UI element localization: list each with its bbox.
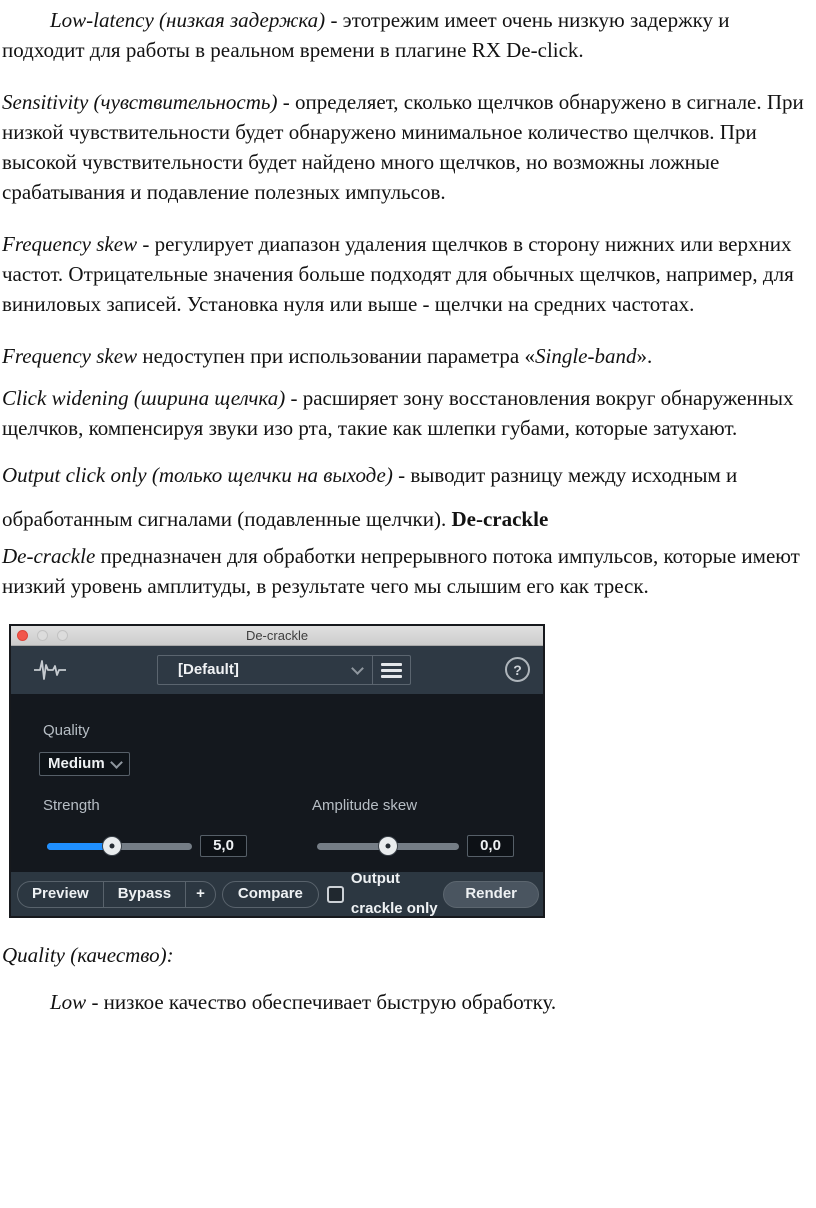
add-button[interactable]: +	[196, 885, 205, 902]
term-sensitivity: Sensitivity (чувствительность)	[2, 90, 278, 114]
body-text: недоступен при использовании параметра «	[137, 344, 535, 368]
paragraph-click-widening	[2, 383, 812, 443]
term-de-crackle: De-crackle	[2, 544, 96, 568]
output-crackle-only-label: Output crackle only	[350, 870, 438, 917]
paragraph-frequency-skew	[2, 229, 812, 319]
preset-control-group	[157, 655, 411, 685]
strength-slider-handle[interactable]	[102, 836, 122, 856]
preset-value: [Default]	[178, 661, 239, 678]
de-crackle-plugin-window	[9, 624, 545, 918]
paragraph-de-crackle-intro	[2, 541, 812, 601]
quality-label: Quality	[43, 722, 90, 739]
waveform-icon	[33, 656, 67, 684]
plugin-header	[11, 646, 543, 694]
amplitude-skew-label: Amplitude skew	[312, 797, 418, 814]
amplitude-value-field[interactable]: 0,0	[467, 835, 514, 857]
body-text: - выводит разницу между исходным и обработанным сигналами (подавленные щелчки).	[2, 463, 738, 531]
window-controls	[17, 630, 68, 641]
body-text: - низкое качество обеспечивает быструю обработку.	[86, 990, 557, 1014]
close-button[interactable]	[17, 630, 28, 641]
help-icon: ?	[513, 661, 522, 678]
body-text: - регулирует диапазон удаления щелчков в сторону нижних или верхних частот. Отрицательные значения больше подходят для обычных щелчков, например, для виниловых записей. Установка нуля или выше - щелчки на средних частотах.	[2, 232, 794, 316]
body-text: - определяет, сколько щелчков обнаружено в сигнале. При низкой чувствительности будет обнаружено минимальное количество щелчков. При высокой чувствительности будет найдено много щелчков, но возможны ложные срабатывания и подавление полезных импульсов.	[2, 90, 804, 204]
paragraph-sensitivity	[2, 87, 812, 207]
preset-dropdown[interactable]	[158, 656, 373, 684]
body-text: - этотрежим имеет очень низкую задержку и подходит для работы в реальном времени в плагине RX De-click.	[2, 8, 730, 62]
menu-icon	[381, 660, 402, 681]
compare-button[interactable]: Compare	[222, 881, 319, 908]
preset-menu-button[interactable]	[373, 656, 410, 684]
paragraph-quality-heading	[2, 940, 812, 970]
body-text: предназначен для обработки непрерывного потока импульсов, которые имеют низкий уровень амплитуды, в результате чего мы слышим его как треск.	[2, 544, 800, 598]
quality-value: Medium	[48, 755, 105, 772]
body-text: - расширяет зону восстановления вокруг обнаруженных щелчков, компенсируя звуки изо рта, такие как шлепки губами, которые затухают.	[2, 386, 794, 440]
term-frequency-skew: Frequency skew	[2, 232, 138, 256]
term-output-click-only: Output click only (только щелчки на выходе)	[2, 463, 393, 487]
strength-slider[interactable]	[47, 843, 192, 850]
minimize-button[interactable]	[37, 630, 48, 641]
chevron-down-icon	[110, 756, 123, 769]
term-click-widening: Click widening (ширина щелчка)	[2, 386, 286, 410]
term-low: Low	[50, 990, 87, 1014]
heading-de-crackle: De-crackle	[451, 507, 549, 531]
maximize-button[interactable]	[57, 630, 68, 641]
amplitude-skew-slider[interactable]	[317, 843, 459, 850]
strength-value-field[interactable]: 5,0	[200, 835, 247, 857]
output-crackle-only-checkbox[interactable]	[327, 886, 344, 903]
term-single-band: Single-band	[534, 344, 637, 368]
sliders-row	[39, 791, 543, 857]
strength-label: Strength	[43, 797, 100, 814]
strength-control	[39, 791, 289, 857]
term-frequency-skew: Frequency skew	[2, 344, 138, 368]
paragraph-output-click-only	[2, 453, 812, 541]
help-button[interactable]	[505, 657, 530, 682]
term-low-latency: Low-latency (низкая задержка)	[50, 8, 326, 32]
paragraph-low-latency	[2, 5, 812, 65]
chevron-down-icon	[351, 662, 364, 675]
paragraph-quality-low	[2, 987, 812, 1017]
plugin-main-panel	[11, 694, 543, 872]
render-button[interactable]: Render	[443, 881, 539, 908]
preview-button[interactable]: Preview	[32, 885, 89, 902]
bypass-button[interactable]: Bypass	[117, 885, 172, 902]
titlebar	[11, 626, 543, 646]
preview-bypass-group	[17, 881, 216, 908]
amplitude-skew-control	[312, 791, 514, 857]
paragraph-frequency-skew-note	[2, 341, 812, 371]
term-quality: Quality (качество):	[2, 943, 174, 967]
quality-dropdown[interactable]	[39, 752, 130, 776]
window-title: De-crackle	[245, 628, 309, 643]
body-text: ».	[636, 344, 653, 368]
amplitude-slider-handle[interactable]	[378, 836, 398, 856]
plugin-footer	[11, 872, 543, 916]
